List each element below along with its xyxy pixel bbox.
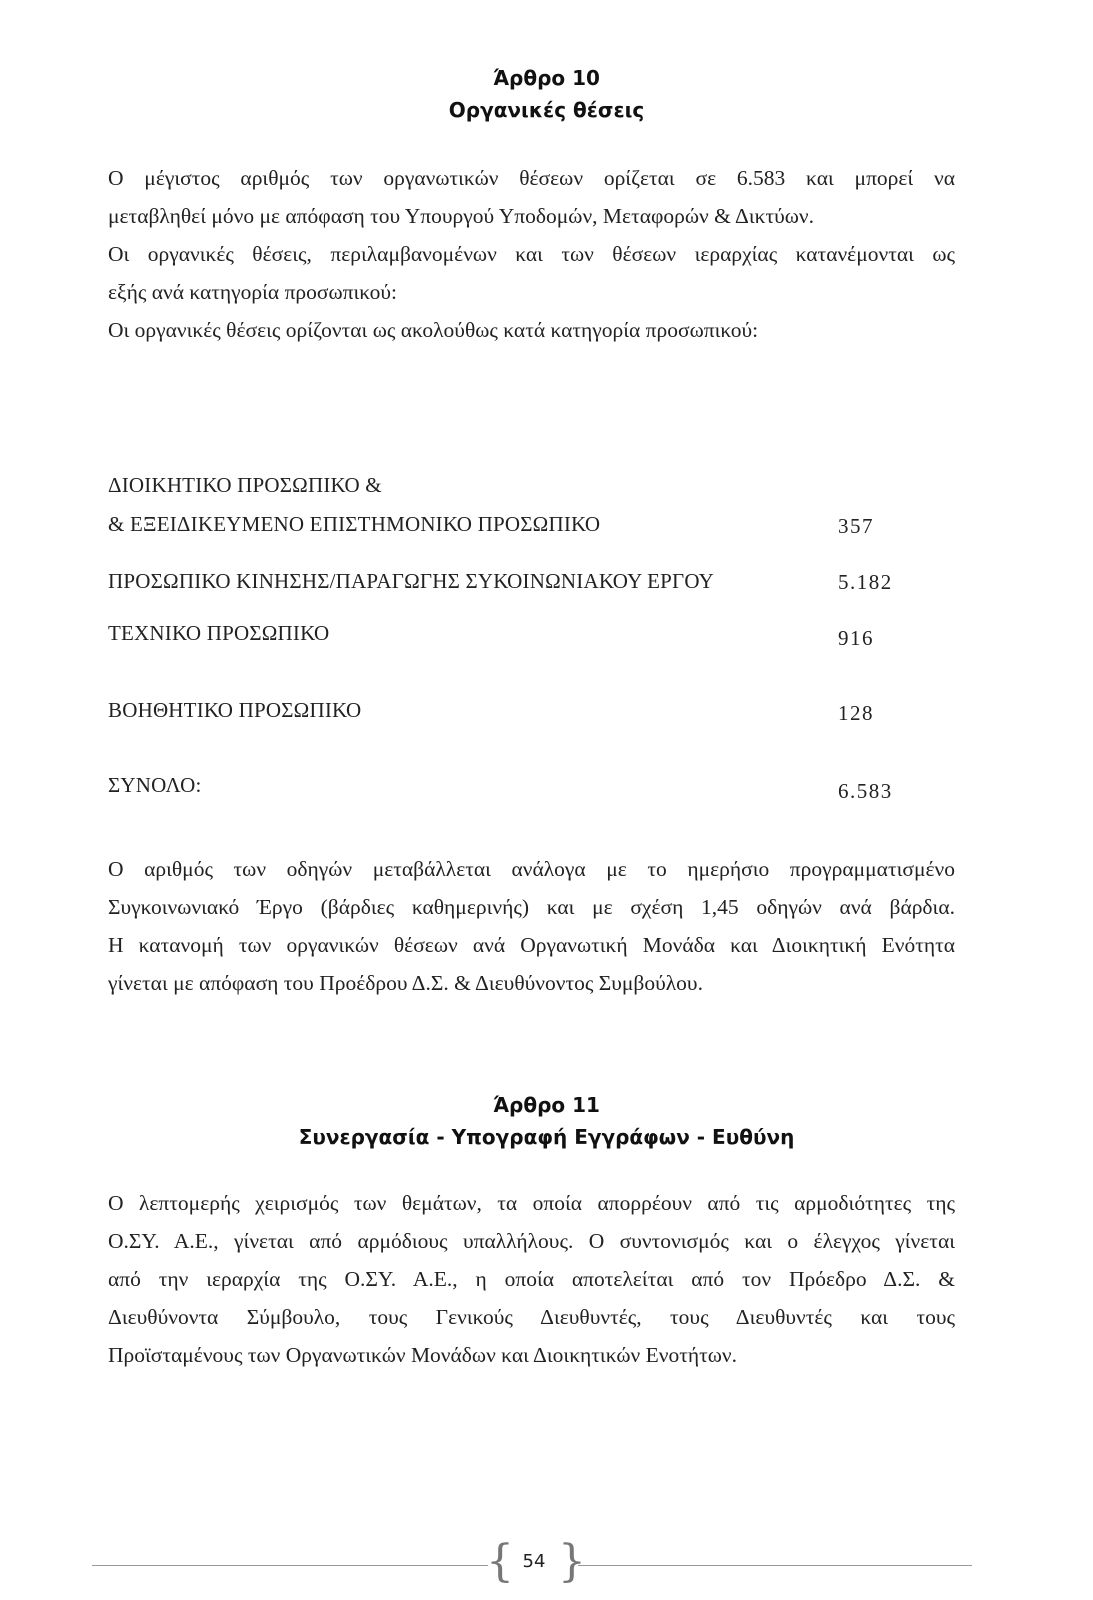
article-10-paragraph-2 (108, 850, 955, 1002)
text-line: Ο μέγιστος αριθμός των οργανωτικών θέσεων ορίζεται σε 6.583 και μπορεί να (108, 166, 955, 190)
text-line: από την ιεραρχία της Ο.ΣΥ. Α.Ε., η οποία αποτελείται από τον Πρόεδρο Δ.Σ. & (108, 1267, 955, 1291)
row-value: 6.583 (838, 779, 893, 803)
page-number: 54 (522, 1551, 546, 1572)
text-line: Οι οργανικές θέσεις ορίζονται ως ακολούθως κατά κατηγορία προσωπικού: (108, 318, 759, 342)
row-label: ΒΟΗΘΗΤΙΚΟ ΠΡΟΣΩΠΙΚΟ (108, 698, 362, 722)
left-brace-ornament: { (486, 1536, 514, 1587)
text-line: Ο λεπτομερής χειρισμός των θεμάτων, τα οποία απορρέουν από τις αρμοδιότητες της (108, 1191, 955, 1215)
footer-rule-right (578, 1565, 972, 1566)
text-line: μεταβληθεί μόνο με απόφαση του Υπουργού Υποδομών, Μεταφορών & Δικτύων. (108, 204, 814, 228)
text-line: Οι οργανικές θέσεις, περιλαμβανομένων και των θέσεων ιεραρχίας κατανέμονται ως (108, 242, 955, 266)
text-line: γίνεται με απόφαση του Προέδρου Δ.Σ. & Διευθύνοντος Συμβούλου. (108, 971, 703, 995)
text-line: Προϊσταμένους των Οργανωτικών Μονάδων και Διοικητικών Ενοτήτων. (108, 1343, 737, 1367)
row-label: ΤΕΧΝΙΚΟ ΠΡΟΣΩΠΙΚΟ (108, 621, 330, 645)
text-line: Διευθύνοντα Σύμβουλο, τους Γενικούς Διευθυντές, τους Διευθυντές και τους (108, 1305, 955, 1329)
text-line: Ο.ΣΥ. Α.Ε., γίνεται από αρμόδιους υπαλλήλους. Ο συντονισμός και ο έλεγχος γίνεται (108, 1229, 955, 1253)
article-11-title: Συνεργασία - Υπογραφή Εγγράφων - Ευθύνη (298, 1125, 795, 1149)
row-label: ΣΥΝΟΛΟ: (108, 773, 202, 797)
article-11-number: Άρθρο 11 (493, 1093, 600, 1117)
row-value: 5.182 (838, 570, 893, 594)
article-10-title: Οργανικές θέσεις (448, 98, 645, 122)
row-value: 357 (838, 514, 874, 538)
text-line: Συγκοινωνιακό Έργο (βάρδιες καθημερινής) και με σχέση 1,45 οδηγών ανά βάρδια. (108, 895, 955, 919)
right-brace-ornament: } (558, 1536, 586, 1587)
row-label: & ΕΞΕΙΔΙΚΕΥΜΕΝΟ ΕΠΙΣΤΗΜΟΝΙΚΟ ΠΡΟΣΩΠΙΚΟ (108, 512, 601, 536)
article-10-paragraph-1 (108, 159, 955, 349)
text-line: Ο αριθμός των οδηγών μεταβάλλεται ανάλογα με το ημερήσιο προγραμματισμένο (108, 857, 955, 881)
article-11-paragraph (108, 1184, 955, 1374)
row-label: ΠΡΟΣΩΠΙΚΟ ΚΙΝΗΣΗΣ/ΠΑΡΑΓΩΓΗΣ ΣΥΚΟΙΝΩΝΙΑΚΟΥ ΕΡΓΟΥ (108, 569, 715, 593)
row-value: 128 (838, 701, 874, 725)
row-value: 916 (838, 626, 874, 650)
text-line: εξής ανά κατηγορία προσωπικού: (108, 280, 398, 304)
footer-rule-left (92, 1565, 488, 1566)
row-label: ΔΙΟΙΚΗΤΙΚΟ ΠΡΟΣΩΠΙΚΟ & (108, 473, 382, 497)
text-line: Η κατανομή των οργανικών θέσεων ανά Οργανωτική Μονάδα και Διοικητική Ενότητα (108, 933, 955, 957)
article-10-number: Άρθρο 10 (493, 66, 600, 90)
